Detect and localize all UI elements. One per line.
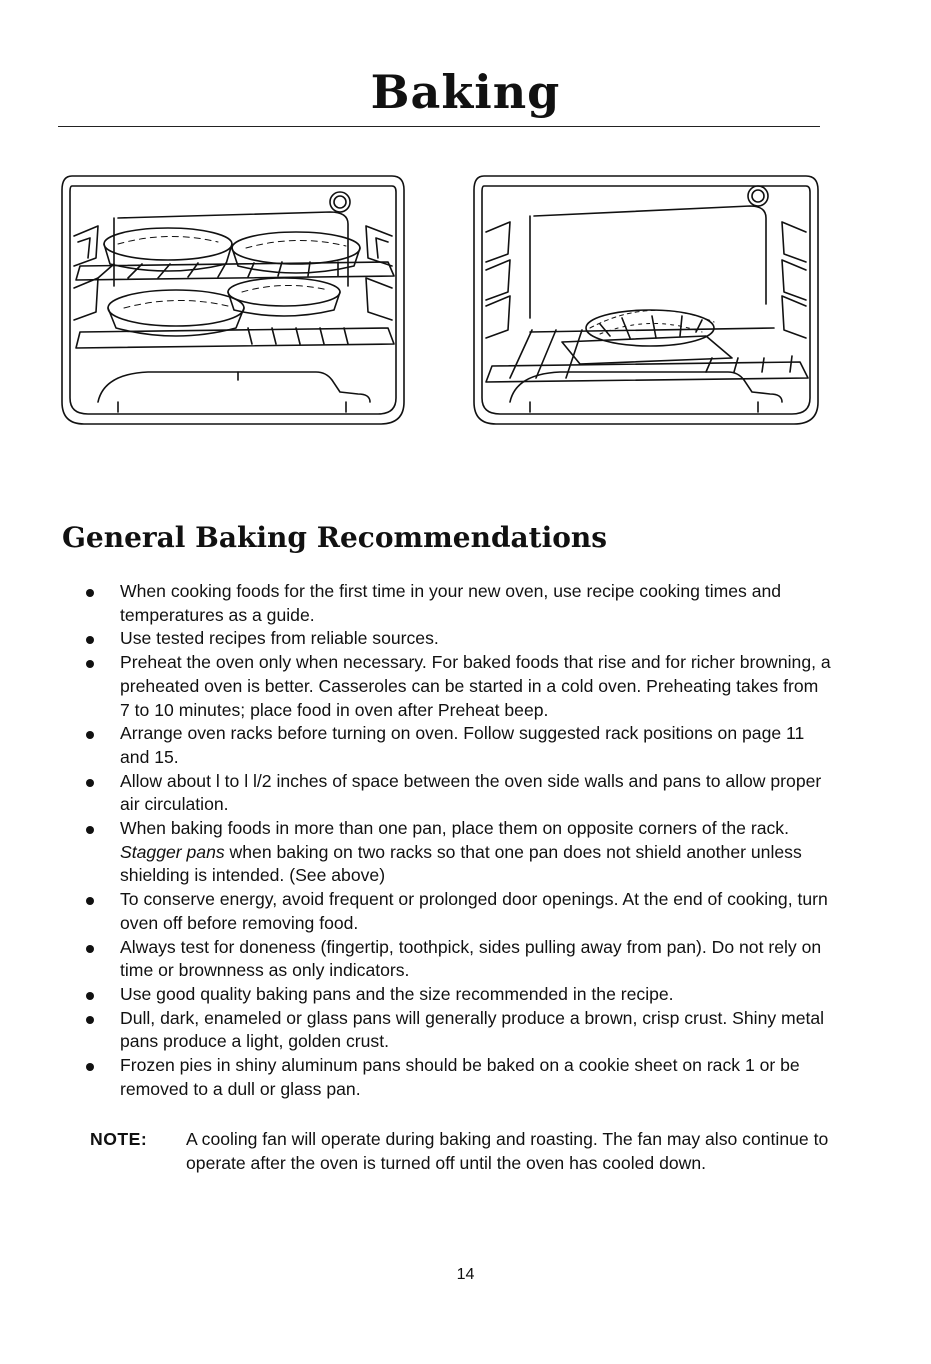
page-title: Baking [370, 65, 561, 119]
bullet-icon [86, 826, 94, 834]
list-item: Arrange oven racks before turning on oven. Follow suggested rack positions on page 11 and 15. [86, 722, 831, 769]
list-item: When cooking foods for the first time in your new oven, use recipe cooking times and temperatures as a guide. [86, 580, 831, 627]
baking-recommendations-list [86, 580, 831, 1101]
bullet-icon [86, 897, 94, 905]
list-item: Use tested recipes from reliable sources. [86, 627, 831, 651]
recommendation-text: When baking foods in more than one pan, place them on opposite corners of the rack. [120, 818, 789, 839]
emphasis-text: Stagger pans [120, 841, 225, 862]
oven-single-rack-pie-on-cookie-sheet-illustration [470, 166, 822, 431]
note-label: NOTE: [90, 1129, 148, 1149]
section-heading: General Baking Recommendations [62, 521, 608, 554]
list-item: Frozen pies in shiny aluminum pans should be baked on a cookie sheet on rack 1 or be removed to a dull or glass pan. [86, 1054, 831, 1101]
bullet-icon [86, 992, 94, 1000]
list-item: To conserve energy, avoid frequent or prolonged door openings. At the end of cooking, turn oven off before removing food. [86, 888, 831, 935]
list-item: Dull, dark, enameled or glass pans will generally produce a brown, crisp crust. Shiny metal pans produce a light, golden crust. [86, 1007, 831, 1054]
oven-two-racks-staggered-pans-illustration [58, 166, 408, 431]
list-item: Allow about l to l l/2 inches of space between the oven side walls and pans to allow proper air circulation. [86, 770, 831, 817]
list-item [86, 817, 831, 888]
list-item: Always test for doneness (fingertip, toothpick, sides pulling away from pan). Do not rely on time or brownness as only indicators. [86, 936, 831, 983]
bullet-icon [86, 731, 94, 739]
note-block [90, 1128, 835, 1175]
bullet-icon [86, 1016, 94, 1024]
bullet-icon [86, 779, 94, 787]
title-divider [58, 126, 820, 127]
bullet-icon [86, 636, 94, 644]
list-item: Use good quality baking pans and the size recommended in the recipe. [86, 983, 831, 1007]
bullet-icon [86, 1063, 94, 1071]
note-text: A cooling fan will operate during baking and roasting. The fan may also continue to operate after the oven is turned off until the oven has cooled down. [186, 1129, 829, 1173]
list-item: Preheat the oven only when necessary. For baked foods that rise and for richer browning, a preheated oven is better. Casseroles can be started in a cold oven. Preheating takes from 7 to 10 minutes; place food in oven after Preheat beep. [86, 651, 831, 722]
bullet-icon [86, 660, 94, 668]
bullet-icon [86, 589, 94, 597]
recommendation-text: when baking on two racks so that one pan does not shield another unless shielding is intended. (See above) [120, 841, 802, 886]
page-number: 14 [456, 1266, 475, 1283]
bullet-icon [86, 945, 94, 953]
